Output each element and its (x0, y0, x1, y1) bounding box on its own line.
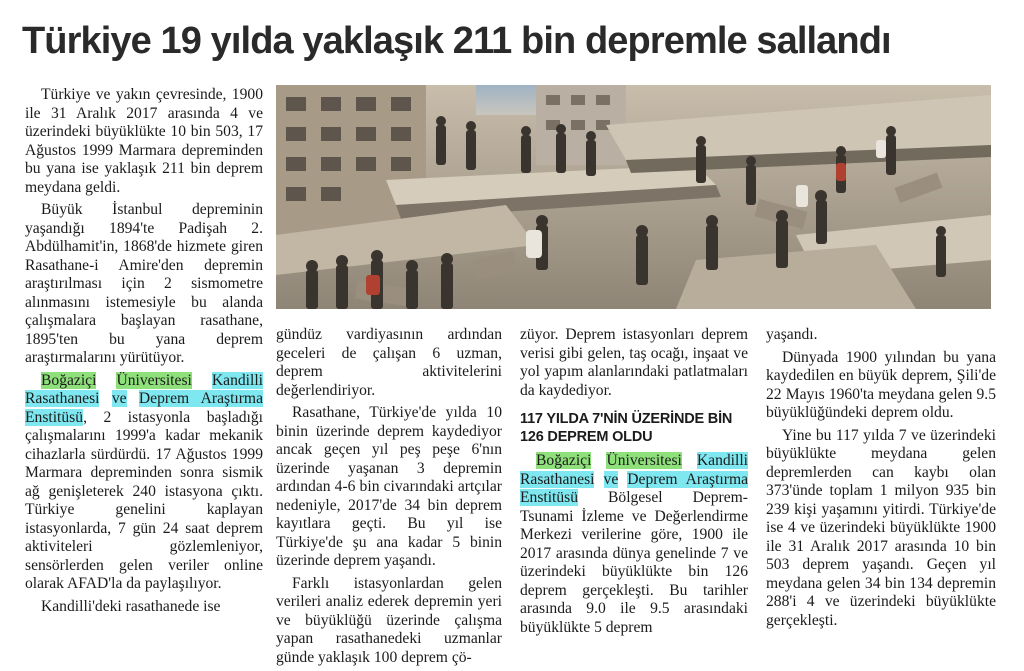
paragraph: gündüz vardiyasının ardından geceleri de çalışan 6 uzman, deprem aktivitelerini değerlendiriyor. (276, 326, 502, 399)
paragraph: Yine bu 117 yılda 7 ve üzerindeki büyüklükte meydana gelen depremlerden can kaybı olan 373'ünde toplam 1 milyon 935 bin 239 kişi yaşamını yitirdi. Türkiye'de ise 4 ve üzerindeki büyüklükte 1900 ile 31 Aralık 2017 arasında 10 bin 503 deprem yaşandı. Geçen yıl meydana gelen 34 bin 134 depremin 288'i 4 ve üzerindeki büyüklükte gerçekleşti. (766, 426, 996, 629)
highlight-cyan: Kandilli Rasathanesi (25, 371, 263, 407)
paragraph: züyor. Deprem istasyonları deprem verisi gibi gelen, taş ocağı, inşaat ve yol yapım alanlarındaki patlatmaları da kaydediyor. (520, 326, 748, 399)
highlight-green: Üniversitesi (116, 371, 192, 389)
highlight-green: Boğaziçi (41, 371, 97, 389)
paragraph-highlighted (520, 452, 748, 637)
paragraph-text: Bölgesel Deprem-Tsunami İzleme ve Değerlendirme Merkezi verilerine göre, 1900 ile 2017 arasında dünya genelinde 7 ve üzerindeki büyüklükte bin 126 deprem gerçekleşti. Bu tarihler arasında 9.0 ile 9.5 arasındaki büyüklükte 5 deprem (520, 489, 748, 636)
article-column-4 (766, 326, 996, 666)
article-column-2 (276, 326, 502, 666)
earthquake-rubble-photo (276, 85, 991, 309)
paragraph-text: , 2 istasyonla başladığı çalışmalarını 1999'a kadar mekanik cihazlarla sürdürdü. 17 Ağustos 1999 Marmara depreminden sonra sismik ağ genişleterek 240 istasyona çıktı. Türkiye genelini kaplayan istasyonlarda, 7 gün 24 saat deprem aktiviteleri gözlemleniyor, sensörlerden gelen veriler online olarak AFAD'la da paylaşılıyor. (25, 408, 263, 592)
paragraph-highlighted (25, 372, 263, 594)
highlight-cyan: Deprem Araştırma Enstitüsü (520, 470, 748, 506)
article-column-3 (520, 326, 748, 666)
paragraph: Türkiye ve yakın çevresinde, 1900 ile 31 Aralık 2017 arasında 4 ve üzerindeki büyüklükte 10 bin 503, 17 Ağustos 1999 Marmara depreminden bu yana ise yaklaşık 211 bin deprem meydana geldi. (25, 86, 263, 196)
article-column-1 (25, 86, 263, 666)
headline: Türkiye 19 yılda yaklaşık 211 bin depremle sallandı (22, 20, 891, 62)
paragraph: Büyük İstanbul depreminin yaşandığı 1894'te Padişah 2. Abdülhamit'in, 1868'de hizmete giren Rasathane-i Amire'den depremin araştırılması için 2 sismometre alınmasını istemesiyle bu alanda çalışmalara başlayan rasathane, 1895'ten bu yana deprem araştırmalarını yürütüyor. (25, 201, 263, 366)
highlight-cyan: Kandilli Rasathanesi (520, 452, 748, 488)
section-subheading: 117 YILDA 7'NİN ÜZERİNDE BİN 126 DEPREM OLDU (520, 411, 733, 445)
photo-illustration (276, 85, 991, 309)
highlight-cyan: ve (111, 390, 127, 407)
highlight-cyan: Deprem Araştırma Enstitüsü (25, 390, 263, 426)
paragraph: Dünyada 1900 yılından bu yana kaydedilen en büyük deprem, Şili'de 22 Mayıs 1960'ta meydana gelen 9.5 büyüklüğündeki deprem oldu. (766, 348, 996, 421)
paragraph: yaşandı. (766, 326, 818, 343)
paragraph: Farklı istasyonlardan gelen verileri analiz ederek depremin yeri ve büyüklüğü üzerinde çalışma yapan rasathanedeki uzmanlar günde yaklaşık 100 deprem çö- (276, 574, 502, 666)
highlight-cyan: ve (603, 470, 619, 488)
highlight-green: Boğaziçi (536, 452, 592, 469)
highlight-green: Üniversitesi (606, 452, 682, 469)
paragraph: Kandilli'deki rasathanede ise (41, 597, 221, 615)
paragraph: Rasathane, Türkiye'de yılda 10 binin üzerinde deprem kaydediyor ancak geçen yıl peş peşe 6'nın üzerinde yaşanan 3 depremin ardından 4-6 bin civarındaki artçılar nedeniyle, 2017'de 34 bin deprem kayıtlara geçti. Bu yıl ise Türkiye'de şu ana kadar 5 binin üzerinde deprem yaşandı. (276, 404, 502, 569)
